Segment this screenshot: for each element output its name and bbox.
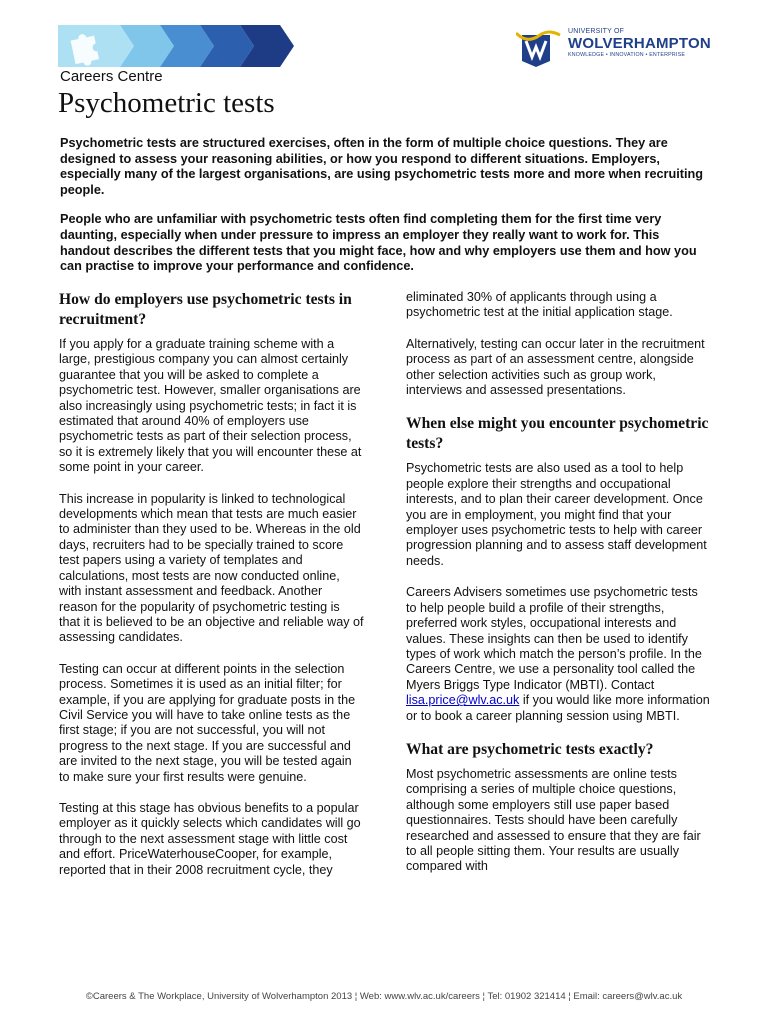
right-paragraph-2: Alternatively, testing can occur later in the recruitment process as part of an assessment centre, alongside other selection activities such as group work, interviews and assessed presentations. bbox=[406, 336, 705, 398]
email-link[interactable]: lisa.price@wlv.ac.uk bbox=[406, 693, 520, 708]
banner-arrow-1 bbox=[58, 25, 134, 67]
advisers-text-before: Careers Advisers sometimes use psychometric tests to help people build a profile of their strengths, preferred work styles, occupational interests and values. These insights can then be used to identify types of work which match the person’s profile. In the Careers Centre, we use a personality tool called the Myers Briggs Type Indicator (MBTI). Contact bbox=[406, 585, 702, 692]
left-column bbox=[59, 290, 364, 894]
right-paragraph-last: Most psychometric assessments are online tests comprising a series of multiple choice questions, although some employers still use paper based questionnaires. Tests should have been carefully researched and assessed to ensure that they are fair to all people sitting them. Your results are usually compared with bbox=[406, 766, 701, 874]
page-footer: ©Careers & The Workplace, University of Wolverhampton 2013 ¦ Web: www.wlv.ac.uk/careers ¦ Tel: 01902 321414 ¦ Email: careers@wlv.ac.uk bbox=[85, 991, 683, 1002]
section-heading-exactly: What are psychometric tests exactly? bbox=[406, 740, 654, 758]
header-banner bbox=[58, 25, 296, 67]
advisers-paragraph bbox=[406, 585, 711, 724]
left-paragraph-3: Testing can occur at different points in the selection process. Sometimes it is used as an initial filter; for example, if you are applying for graduate posts in the Civil Service you will have to take online tests as the first stage; if you are not successful, you will not progress to the next stage. If you are successful and are invited to the next stage, you will be tested again to make sure your first results were genuine. bbox=[59, 661, 356, 784]
right-paragraph-3: Psychometric tests are also used as a tool to help people explore their strengths and occupational interests, and to plan their career development. Once you are in employment, you might find that your employer uses psychometric tests to help with career progression planning and to assess staff development needs. bbox=[406, 461, 707, 568]
left-paragraph-1: If you apply for a graduate training scheme with a large, prestigious company you can almost certainly guarantee that you will be asked to complete a psychometric test. However, smaller organisations are also increasingly using psychometric tests; in fact it is estimated that around 40% of employers use psychometric tests as part of their selection process, so it is extremely likely that you will encounter these at some point in your career. bbox=[59, 337, 362, 475]
intro bbox=[60, 136, 710, 289]
logo-top-line: UNIVERSITY OF bbox=[568, 28, 625, 35]
right-column bbox=[406, 290, 711, 891]
logo-tagline: KNOWLEDGE • INNOVATION • ENTERPRISE bbox=[568, 52, 686, 58]
section-heading-employers: How do employers use psychometric tests in recruitment? bbox=[59, 291, 352, 328]
page-title: Psychometric tests bbox=[58, 87, 275, 119]
section-heading-encounter: When else might you encounter psychometric tests? bbox=[406, 415, 709, 453]
left-paragraph-4: Testing at this stage has obvious benefits to a popular employer as it quickly selects which candidates will go through to the next assessment stage with little cost and effort. PriceWaterhouseCooper, for example, reported that in their 2008 recruitment cycle, they bbox=[59, 800, 361, 877]
advisers-text-after: if you would like more information or to book a career planning session using MBTI. bbox=[406, 693, 710, 723]
logo-name: WOLVERHAMPTON bbox=[568, 35, 711, 52]
left-paragraph-2: This increase in popularity is linked to technological developments which mean that tests are much easier to administer than they used to be. Whereas in the old days, recruiters had to be specially trained to score test papers using a variety of templates and calculations, most tests are now conducted online, with instant assessment and feedback. Another reason for the popularity of psychometric testing is that it is believed to be an objective and reliable way of assessing candidates. bbox=[59, 491, 364, 645]
intro-paragraph-2: People who are unfamiliar with psychometric tests often find completing them for the first time very daunting, especially when under pressure to impress an employer they really want to work for. This handout describes the different tests that you might face, how and why employers use them and how you can practise to improve your performance and confidence. bbox=[60, 212, 697, 274]
logo-text bbox=[568, 28, 711, 58]
right-paragraph-1: eliminated 30% of applicants through using a psychometric test at the initial application stage. bbox=[406, 290, 673, 320]
department-label: Careers Centre bbox=[60, 68, 163, 85]
intro-paragraph-1: Psychometric tests are structured exercises, often in the form of multiple choice questions. They are designed to assess your reasoning abilities, or how you respond to different situations. Employers, especially many of the largest organisations, are using psychometric tests more and more when recruiting people. bbox=[60, 136, 704, 197]
